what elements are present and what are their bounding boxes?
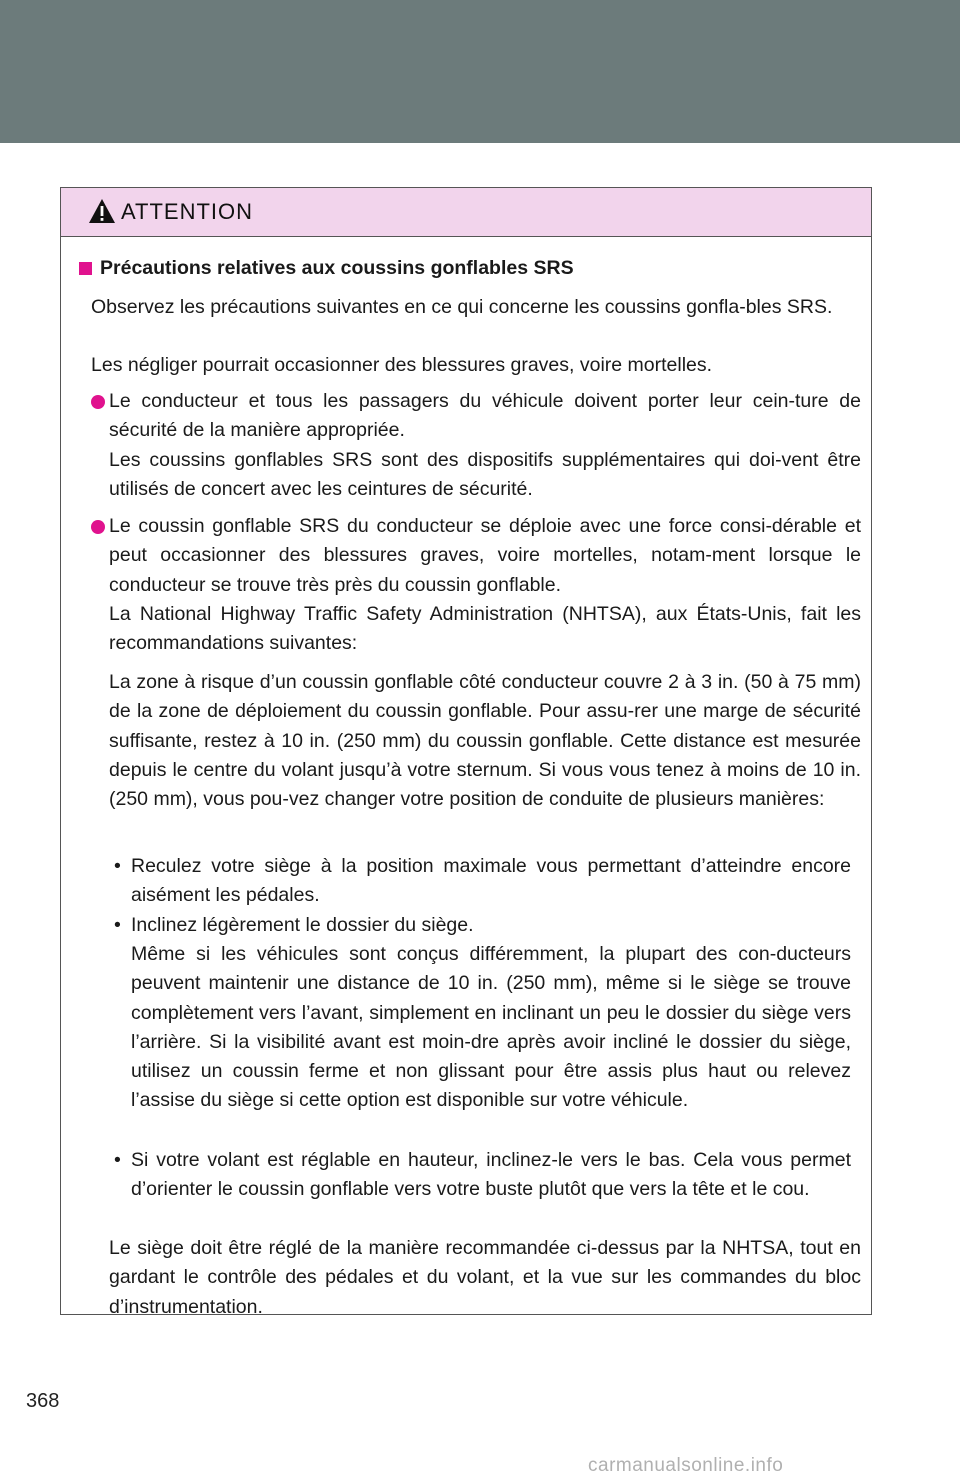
section-heading-text: Précautions relatives aux coussins gonflables SRS: [100, 257, 574, 279]
intro-paragraph: Observez les précautions suivantes en ce qui concerne les coussins gonfla-bles SRS.: [91, 296, 833, 318]
list-item: Inclinez légèrement le dossier du siège.: [131, 914, 474, 936]
list-dot: •: [114, 855, 121, 877]
bullet-2-text: Le coussin gonflable SRS du conducteur se déploie avec une force consi-dérable et peut occasionner des blessures graves, voire mortelles, notam-ment lorsque le conducteur se trouve très près du coussin gonflable.: [109, 515, 861, 596]
circle-bullet-icon: [91, 520, 105, 534]
bullet-2-text-2: La National Highway Traffic Safety Administration (NHTSA), aux États-Unis, fait les recommandations suivantes:: [109, 603, 861, 655]
list-item-extra: Même si les véhicules sont conçus différemment, la plupart des con-ducteurs peuvent maintenir une distance de 10 in. (250 mm), même si le siège se trouve complètement vers l’avant, simplement en inclinant un peu le dossier du siège vers l’arrière. Si la visibilité avant est moin-dre après avoir incliné le dossier du siège, utilisez un coussin ferme et non glissant pour être assis plus haut ou relevez l’assise du siège si cette option est disponible sur votre véhicule.: [131, 943, 851, 1112]
attention-box: [60, 187, 872, 1318]
attention-header: [61, 188, 871, 237]
intro-warning: Les négliger pourrait occasionner des blessures graves, voire mortelles.: [91, 354, 713, 376]
bullet-1-text: Le conducteur et tous les passagers du véhicule doivent porter leur cein-ture de sécurité de la manière appropriée.: [109, 390, 861, 442]
attention-title: ATTENTION: [121, 199, 254, 224]
list-item: Si votre volant est réglable en hauteur, inclinez-le vers le bas. Cela vous permet d’orienter le coussin gonflable vers votre buste plutôt que vers la tête et le cou.: [131, 1149, 851, 1201]
square-bullet-icon: [79, 262, 92, 275]
list-dot: •: [114, 914, 121, 936]
list-dot: •: [114, 1149, 121, 1171]
top-band: [0, 0, 960, 143]
bullet-2-text-3: La zone à risque d’un coussin gonflable côté conducteur couvre 2 à 3 in. (50 à 75 mm) de la zone de déploiement du coussin gonflable. Pour assu-rer une marge de sécurité suffisante, restez à 10 in. (250 mm) du coussin gonflable. Cette distance est mesurée depuis le centre du volant jusqu’à votre sternum. Si vous vous tenez à moins de 10 in. (250 mm), vous pou-vez changer votre position de conduite de plusieurs manières:: [109, 671, 861, 811]
bullet-1-text-2: Les coussins gonflables SRS sont des dispositifs supplémentaires qui doi-vent être utilisés de concert avec les ceintures de sécurité.: [109, 449, 861, 501]
warning-triangle-icon: [87, 197, 117, 225]
page-number: 368: [26, 1390, 60, 1412]
watermark: carmanualsonline.info: [588, 1455, 784, 1476]
circle-bullet-icon: [91, 395, 105, 409]
section-heading: [79, 254, 859, 283]
closing-paragraph: Le siège doit être réglé de la manière recommandée ci-dessus par la NHTSA, tout en gardant le contrôle des pédales et du volant, et la vue sur les commandes du bloc d’instrumentation.: [109, 1237, 861, 1318]
list-item: Reculez votre siège à la position maximale vous permettant d’atteindre encore aisément les pédales.: [131, 855, 851, 907]
